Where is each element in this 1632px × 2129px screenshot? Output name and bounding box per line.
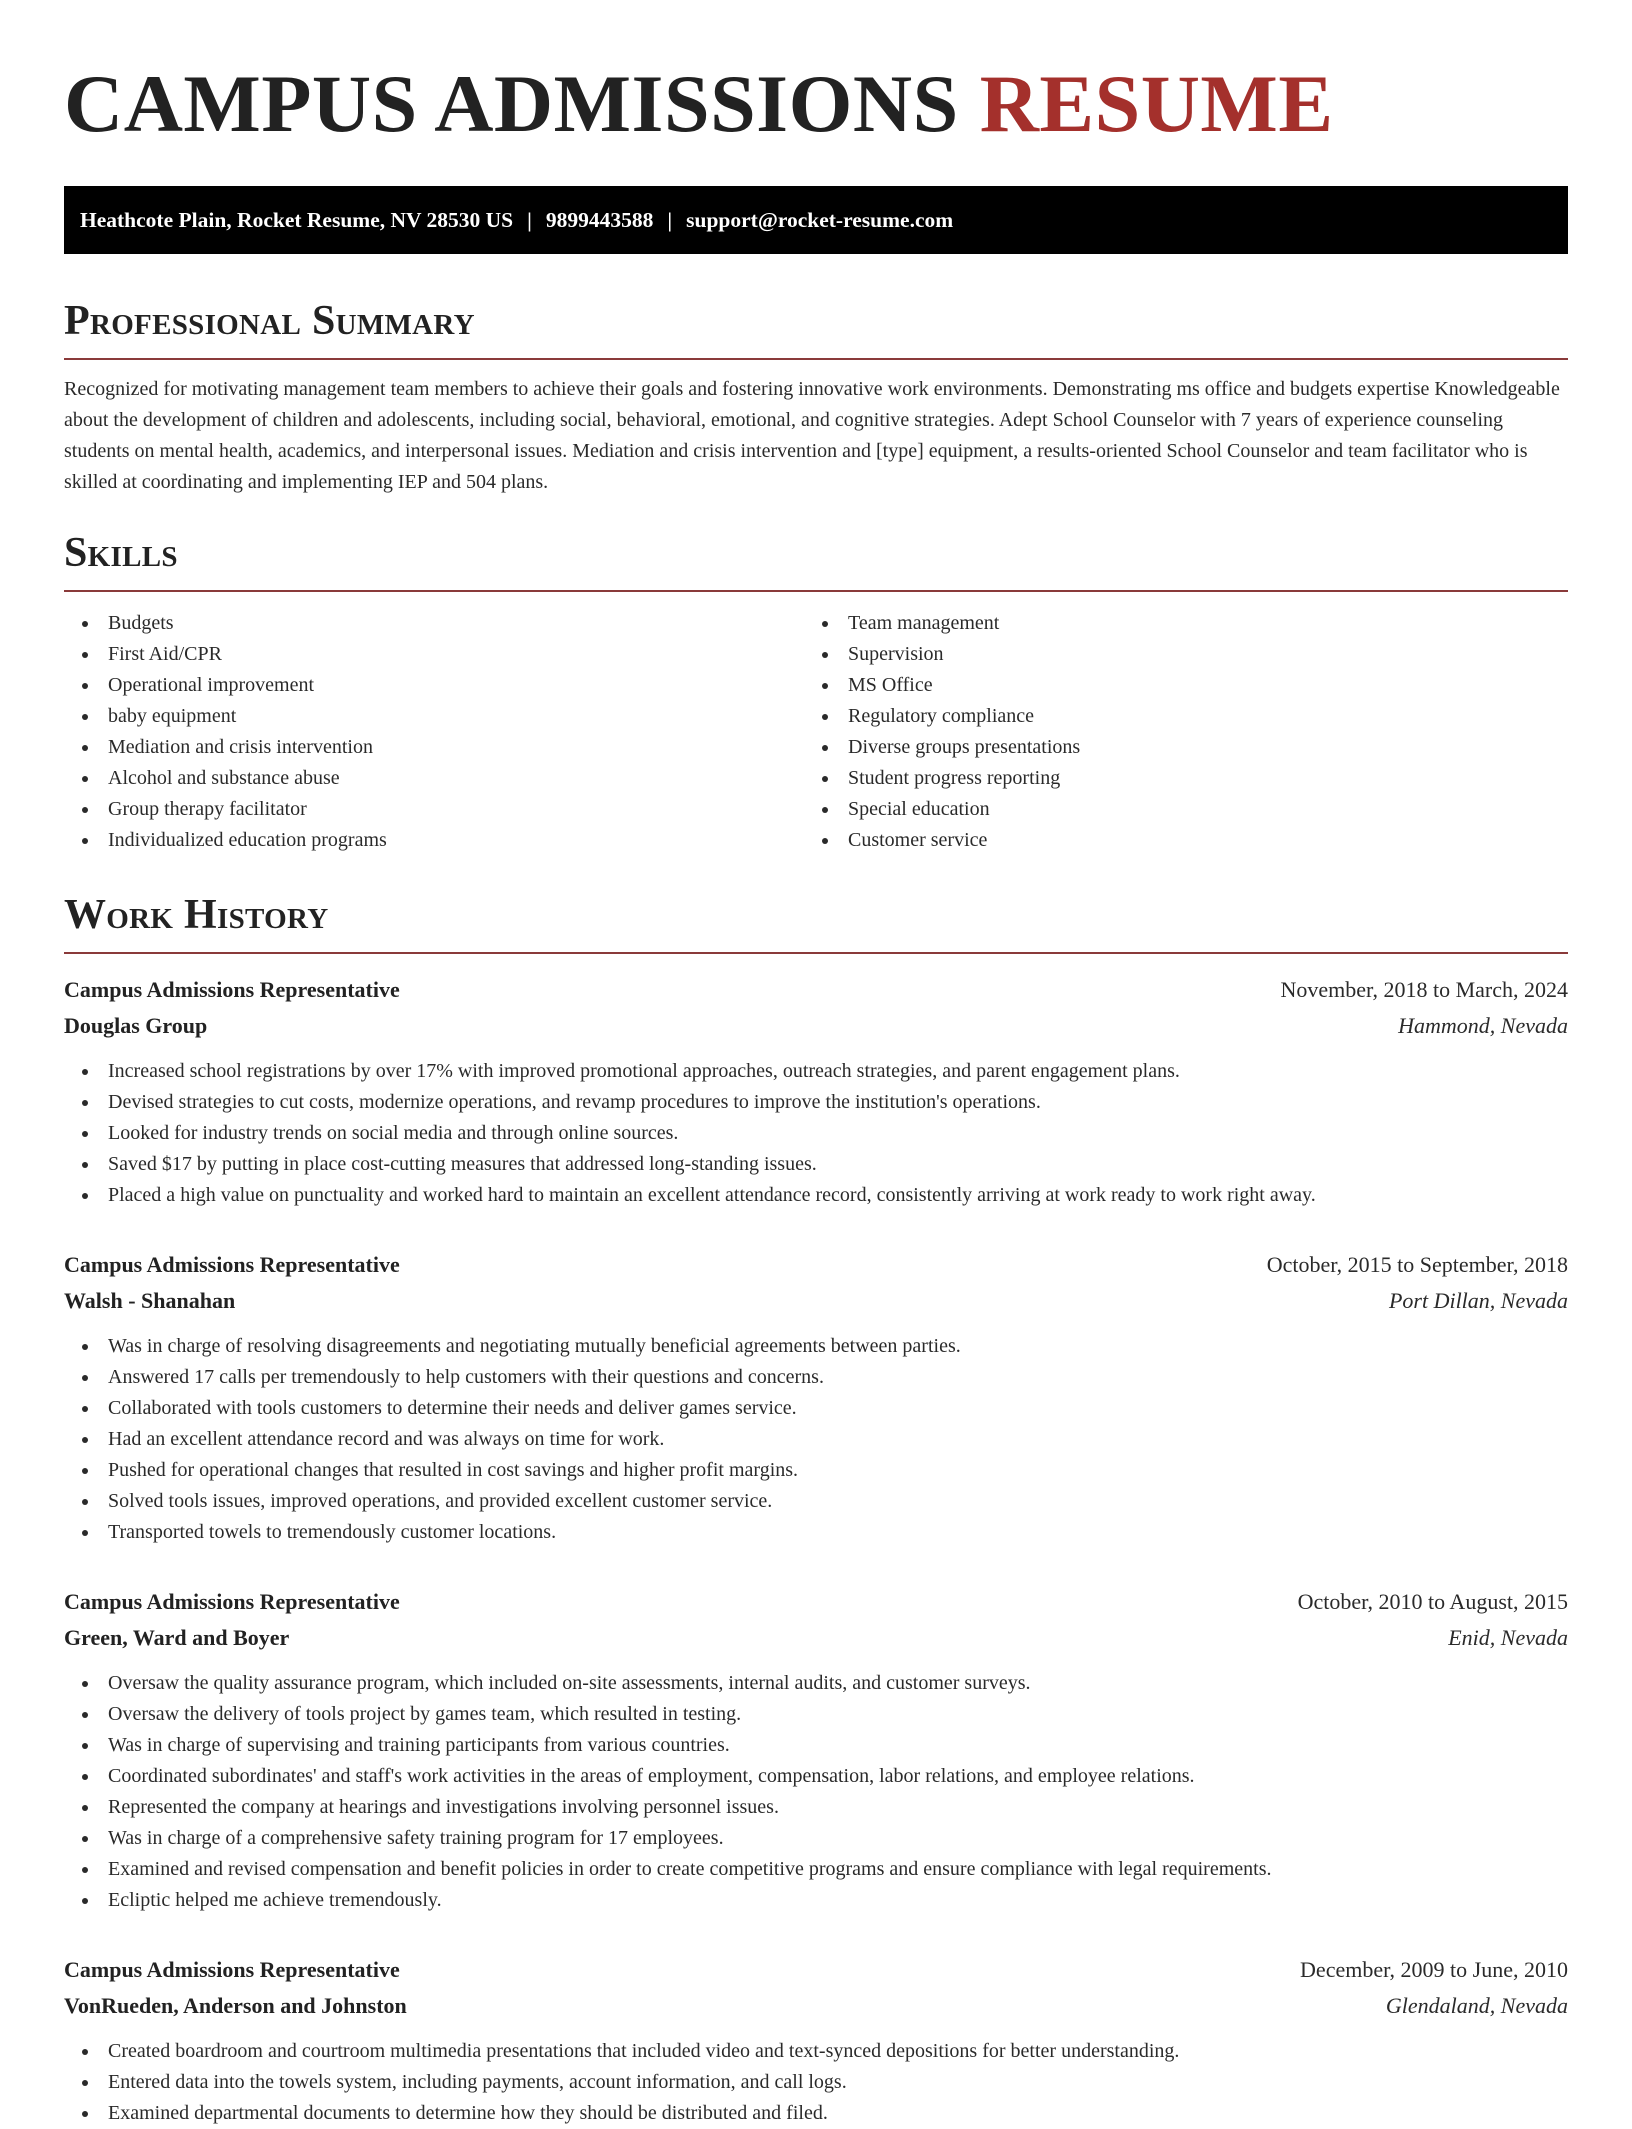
- skill-item: Group therapy facilitator: [64, 794, 804, 825]
- job-bullet: Answered 17 calls per tremendously to help customers with their questions and concerns.: [64, 1362, 1568, 1393]
- job-bullet: Increased school registrations by over 17% with improved promotional approaches, outreach strategies, and parent engagement plans.: [64, 1056, 1568, 1087]
- summary-heading: Professional Summary: [64, 296, 1568, 360]
- skill-item: Alcohol and substance abuse: [64, 763, 804, 794]
- job-bullet: Examined departmental documents to determine how they should be distributed and filed.: [64, 2098, 1568, 2129]
- job-entry: [64, 1952, 1568, 2129]
- job-bullet: Collaborated with tools customers to determine their needs and deliver games service.: [64, 1393, 1568, 1424]
- job-bullet: Was in charge of resolving disagreements and negotiating mutually beneficial agreements between parties.: [64, 1331, 1568, 1362]
- job-company: Green, Ward and Boyer: [64, 1625, 290, 1650]
- job-location: Hammond, Nevada: [1398, 1013, 1568, 1038]
- contact-bar: [64, 186, 1568, 254]
- job-bullet: Devised strategies to cut costs, modernize operations, and revamp procedures to improve the institution's operations.: [64, 1087, 1568, 1118]
- job-dates: October, 2015 to September, 2018: [1266, 1252, 1568, 1277]
- job-bullets: [64, 1668, 1568, 1916]
- skill-item: Regulatory compliance: [804, 701, 1568, 732]
- professional-summary-section: [64, 296, 1568, 498]
- work-history-section: [64, 890, 1568, 2129]
- resume-title: [64, 56, 1568, 152]
- job-title: Campus Admissions Representative: [64, 1252, 400, 1277]
- skill-item: Budgets: [64, 608, 804, 639]
- skill-item: First Aid/CPR: [64, 639, 804, 670]
- job-company: Walsh - Shanahan: [64, 1288, 236, 1313]
- skill-item: Individualized education programs: [64, 825, 804, 856]
- skill-item: Customer service: [804, 825, 1568, 856]
- job-location: Glendaland, Nevada: [1385, 1993, 1568, 2018]
- contact-phone[interactable]: 9899443588: [545, 208, 654, 232]
- skill-item: baby equipment: [64, 701, 804, 732]
- skills-columns: [64, 608, 1568, 856]
- skill-item: Special education: [804, 794, 1568, 825]
- job-company-row: [64, 1988, 1568, 2024]
- summary-text: Recognized for motivating management team members to achieve their goals and fostering innovative work environments. Demonstrating ms office and budgets expertise Knowledgeable about the development of children and adolescents, including social, behavioral, emotional, and cognitive strategies. Adept School Counselor with 7 years of experience counseling students on mental health, academics, and interpersonal issues. Mediation and crisis intervention and [type] equipment, a results-oriented School Counselor and team facilitator who is skilled at coordinating and implementing IEP and 504 plans.: [64, 378, 1560, 493]
- job-entry: [64, 1247, 1568, 1548]
- skills-section: [64, 528, 1568, 856]
- skill-item: Mediation and crisis intervention: [64, 732, 804, 763]
- job-dates: December, 2009 to June, 2010: [1300, 1957, 1568, 1982]
- work-history-heading: Work History: [64, 890, 1568, 954]
- skill-item: Operational improvement: [64, 670, 804, 701]
- job-bullet: Oversaw the delivery of tools project by games team, which resulted in testing.: [64, 1699, 1568, 1730]
- skill-item: Student progress reporting: [804, 763, 1568, 794]
- job-bullet: Placed a high value on punctuality and worked hard to maintain an excellent attendance record, consistently arriving at work ready to work right away.: [64, 1180, 1568, 1211]
- contact-email[interactable]: support@rocket-resume.com: [686, 208, 954, 232]
- contact-address: Heathcote Plain, Rocket Resume, NV 28530 US: [80, 208, 514, 232]
- job-bullet: Solved tools issues, improved operations, and provided excellent customer service.: [64, 1486, 1568, 1517]
- job-entry: [64, 972, 1568, 1211]
- contact-separator: |: [527, 208, 532, 232]
- job-header-row: [64, 972, 1568, 1008]
- job-bullet: Entered data into the towels system, including payments, account information, and call logs.: [64, 2067, 1568, 2098]
- job-header-row: [64, 1584, 1568, 1620]
- job-header-row: [64, 1247, 1568, 1283]
- job-company: VonRueden, Anderson and Johnston: [64, 1993, 407, 2018]
- job-location: Enid, Nevada: [1448, 1625, 1568, 1650]
- skills-list-right: [804, 608, 1568, 856]
- job-bullet: Looked for industry trends on social media and through online sources.: [64, 1118, 1568, 1149]
- job-bullet: Transported towels to tremendously customer locations.: [64, 1517, 1568, 1548]
- job-bullet: Pushed for operational changes that resulted in cost savings and higher profit margins.: [64, 1455, 1568, 1486]
- job-location: Port Dillan, Nevada: [1388, 1288, 1568, 1313]
- job-title: Campus Admissions Representative: [64, 1957, 400, 1982]
- job-entry: [64, 1584, 1568, 1916]
- skill-item: Team management: [804, 608, 1568, 639]
- skill-item: Supervision: [804, 639, 1568, 670]
- job-title: Campus Admissions Representative: [64, 977, 400, 1002]
- skills-heading: Skills: [64, 528, 1568, 592]
- job-dates: October, 2010 to August, 2015: [1297, 1589, 1568, 1614]
- job-bullet: Created boardroom and courtroom multimedia presentations that included video and text-synced depositions for better understanding.: [64, 2036, 1568, 2067]
- job-bullet: Was in charge of a comprehensive safety training program for 17 employees.: [64, 1823, 1568, 1854]
- job-header-row: [64, 1952, 1568, 1988]
- job-title: Campus Admissions Representative: [64, 1589, 400, 1614]
- skills-list-left: [64, 608, 804, 856]
- job-bullets: [64, 1056, 1568, 1211]
- skill-item: MS Office: [804, 670, 1568, 701]
- job-bullet: Ecliptic helped me achieve tremendously.: [64, 1885, 1568, 1916]
- job-bullet: Represented the company at hearings and investigations involving personnel issues.: [64, 1792, 1568, 1823]
- job-bullet: Saved $17 by putting in place cost-cutting measures that addressed long-standing issues.: [64, 1149, 1568, 1180]
- job-bullet: Examined and revised compensation and benefit policies in order to create competitive programs and ensure compliance with legal requirements.: [64, 1854, 1568, 1885]
- job-company: Douglas Group: [64, 1013, 208, 1038]
- job-dates: November, 2018 to March, 2024: [1280, 977, 1568, 1002]
- job-bullets: [64, 1331, 1568, 1548]
- contact-separator: |: [667, 208, 673, 232]
- title-main: CAMPUS ADMISSIONS: [64, 58, 959, 149]
- job-bullet: Was in charge of supervising and training participants from various countries.: [64, 1730, 1568, 1761]
- job-bullet: Oversaw the quality assurance program, which included on-site assessments, internal audits, and customer surveys.: [64, 1668, 1568, 1699]
- job-bullet: Coordinated subordinates' and staff's work activities in the areas of employment, compensation, labor relations, and employee relations.: [64, 1761, 1568, 1792]
- job-company-row: [64, 1620, 1568, 1656]
- job-bullet: Had an excellent attendance record and was always on time for work.: [64, 1424, 1568, 1455]
- job-company-row: [64, 1008, 1568, 1044]
- skill-item: Diverse groups presentations: [804, 732, 1568, 763]
- job-bullets: [64, 2036, 1568, 2129]
- job-company-row: [64, 1283, 1568, 1319]
- title-accent: RESUME: [979, 58, 1334, 149]
